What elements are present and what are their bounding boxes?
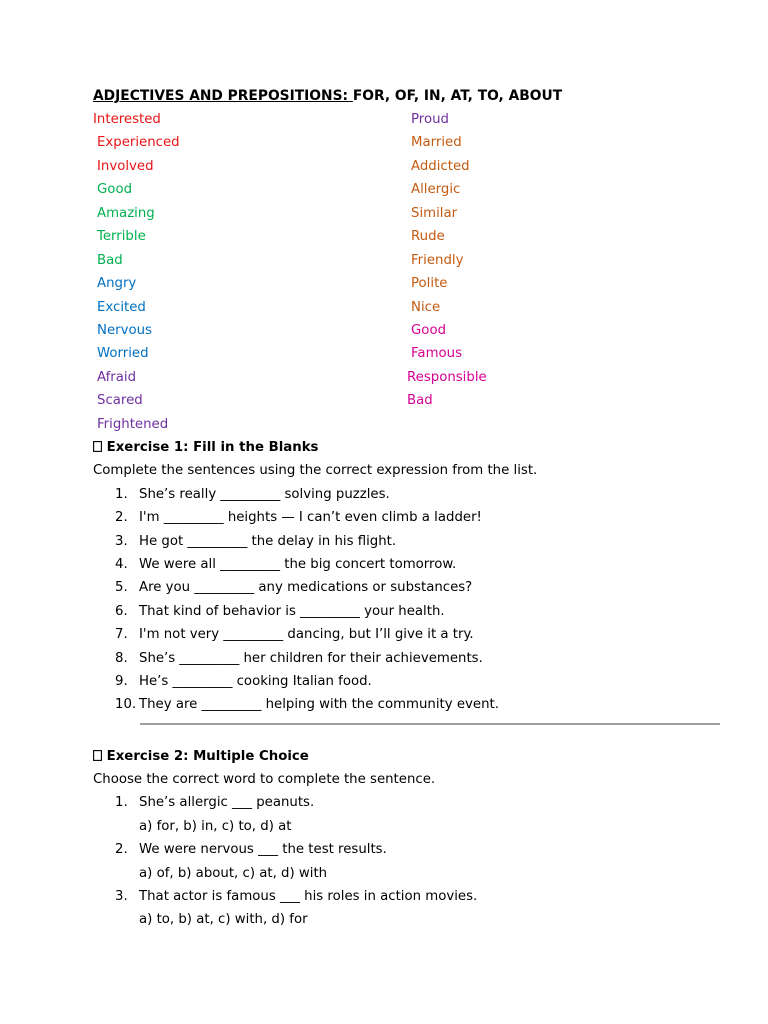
adjective-word: Rude xyxy=(411,229,445,245)
item-number: 6. xyxy=(115,603,128,619)
adjective-word: Proud xyxy=(411,112,449,127)
adjective-word: Afraid xyxy=(97,369,137,385)
exercise1-item xyxy=(93,483,723,506)
item-number: 5. xyxy=(115,580,128,596)
adjective-word: Married xyxy=(411,135,462,151)
exercise1-item xyxy=(93,530,723,553)
item-number: 4. xyxy=(115,556,128,572)
adjective-word: Bad xyxy=(97,252,123,268)
exercise1-heading xyxy=(93,436,723,459)
adjective-word: Friendly xyxy=(411,252,464,268)
missing-glyph-box-icon xyxy=(93,745,102,768)
item-sentence: She’s really _________ solving puzzles. xyxy=(139,486,390,502)
adjective-word: Interested xyxy=(93,112,161,127)
exercise2-item xyxy=(93,838,723,885)
exercise2-heading xyxy=(93,745,723,768)
adjective-word: Addicted xyxy=(411,158,470,174)
answer-choices: a) for, b) in, c) to, d) at xyxy=(139,818,292,834)
answer-choices: a) to, b) at, c) with, d) for xyxy=(139,912,308,928)
exercise1-item xyxy=(93,693,723,716)
exercise1-item xyxy=(93,647,723,670)
exercise2-instruction: Choose the correct word to complete the sentence. xyxy=(93,772,436,788)
word-list xyxy=(93,108,723,436)
exercise2-title: Exercise 2: Multiple Choice xyxy=(106,748,309,764)
adjective-word: Involved xyxy=(97,158,154,174)
adjective-word: Good xyxy=(97,182,133,198)
adjective-word: Nice xyxy=(411,299,441,315)
question-text: She’s allergic ___ peanuts. xyxy=(139,795,315,811)
title-underlined: ADJECTIVES AND PREPOSITIONS: xyxy=(93,88,353,104)
item-number: 7. xyxy=(115,627,128,643)
item-sentence: Are you _________ any medications or substances? xyxy=(139,580,473,596)
exercise2-item xyxy=(93,791,723,838)
exercise1-item xyxy=(93,670,723,693)
adjective-word: Experienced xyxy=(97,135,180,151)
item-number: 3. xyxy=(115,533,128,549)
exercise1-title: Exercise 1: Fill in the Blanks xyxy=(106,440,319,455)
item-sentence: He’s _________ cooking Italian food. xyxy=(139,673,372,689)
exercise1-item xyxy=(93,600,723,623)
item-sentence: We were all _________ the big concert tomorrow. xyxy=(139,556,457,572)
exercise2-item xyxy=(93,885,723,932)
item-sentence: I'm _________ heights — I can’t even climb a ladder! xyxy=(139,510,482,526)
adjective-word: Good xyxy=(411,322,447,338)
adjective-word: Excited xyxy=(97,299,146,315)
item-number: 1. xyxy=(115,795,128,811)
question-row xyxy=(93,885,723,908)
question-text: That actor is famous ___ his roles in action movies. xyxy=(139,889,478,905)
item-number: 1. xyxy=(115,486,128,502)
item-number: 8. xyxy=(115,650,128,666)
exercise1-list xyxy=(93,483,723,717)
adjective-word: Scared xyxy=(97,393,143,409)
missing-glyph-box-icon xyxy=(93,436,102,459)
word-column-right xyxy=(407,108,487,413)
question-row xyxy=(93,791,723,814)
adjective-word: Polite xyxy=(411,276,448,292)
question-text: We were nervous ___ the test results. xyxy=(139,842,387,858)
item-number: 2. xyxy=(115,510,128,526)
item-sentence: They are _________ helping with the community event. xyxy=(139,697,499,713)
item-sentence: I'm not very _________ dancing, but I’ll give it a try. xyxy=(139,627,474,643)
adjective-word: Famous xyxy=(411,346,463,362)
adjective-word: Amazing xyxy=(97,205,155,221)
item-number: 9. xyxy=(115,673,128,689)
exercise1-item xyxy=(93,576,723,599)
spacer xyxy=(93,725,723,745)
title-prepositions: FOR, OF, IN, AT, TO, ABOUT xyxy=(352,88,563,104)
adjective-word: Angry xyxy=(97,276,137,292)
item-sentence: He got _________ the delay in his flight. xyxy=(139,533,397,549)
item-number: 10. xyxy=(115,697,137,713)
question-row xyxy=(93,838,723,861)
adjective-word: Allergic xyxy=(411,182,461,198)
worksheet-page xyxy=(93,86,723,932)
item-number: 3. xyxy=(115,889,128,905)
item-sentence: That kind of behavior is _________ your health. xyxy=(139,603,445,619)
adjective-word: Similar xyxy=(411,205,458,221)
exercise1-item xyxy=(93,553,723,576)
adjective-word: Bad xyxy=(407,393,433,409)
adjective-word: Nervous xyxy=(97,322,152,338)
page-title xyxy=(93,86,723,108)
adjective-word: Responsible xyxy=(407,369,487,385)
word-column-left xyxy=(93,108,180,436)
exercise1-item xyxy=(93,506,723,529)
item-sentence: She’s _________ her children for their achievements. xyxy=(139,650,483,666)
adjective-word: Frightened xyxy=(97,416,169,432)
answer-choices: a) of, b) about, c) at, d) with xyxy=(139,865,328,881)
adjective-word: Worried xyxy=(97,346,149,362)
adjective-word: Terrible xyxy=(97,229,146,245)
exercise2-list xyxy=(93,791,723,931)
exercise1-instruction: Complete the sentences using the correct expression from the list. xyxy=(93,463,538,479)
item-number: 2. xyxy=(115,842,128,858)
exercise1-item xyxy=(93,623,723,646)
